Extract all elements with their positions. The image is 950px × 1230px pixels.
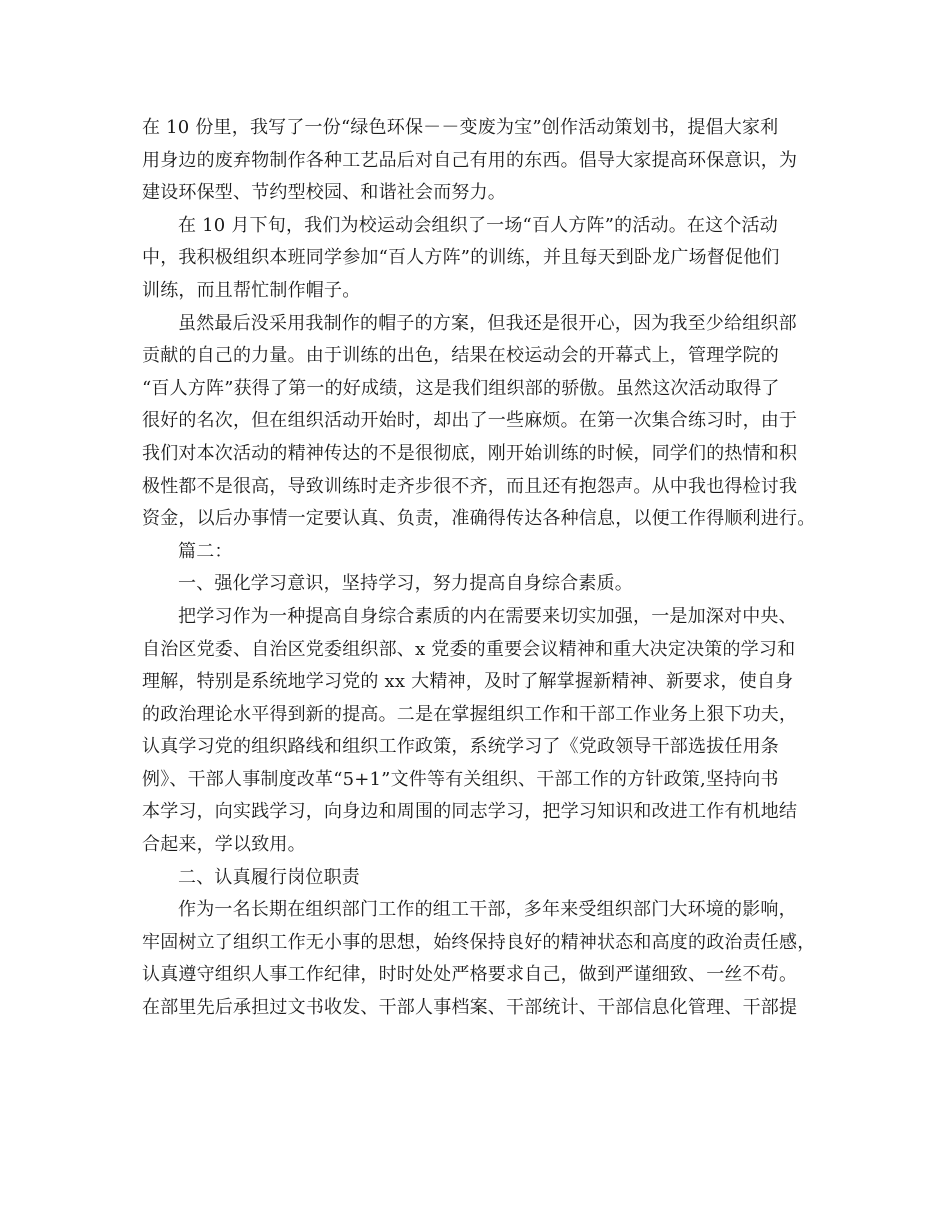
text-line: 在 10 份里，我写了一份“绿色环保－－变废为宝”创作活动策划书，提倡大家利 (142, 117, 779, 138)
paragraph (142, 308, 818, 536)
text-line: 训练，而且帮忙制作帽子。 (142, 279, 361, 301)
text-line: 认真遵守组织人事工作纪律，时时处处严格要求自己，做到严谨细致、一丝不苟。 (142, 964, 798, 986)
text-line: 二、认真履行岗位职责 (178, 866, 360, 888)
text-line: 极性都不是很高，导致训练时走齐步很不齐，而且还有抱怨声。从中我也得检讨我 (142, 475, 798, 497)
paragraph (142, 112, 818, 210)
text-line: “百人方阵”获得了第一的好成绩，这是我们组织部的骄傲。虽然这次活动取得了 (142, 377, 780, 399)
text-line: 理解，特别是系统地学习党的 xx 大精神，及时了解掌握新精神、新要求，使自身 (142, 671, 794, 693)
text-line: 作为一名长期在组织部门工作的组工干部，多年来受组织部门大环境的影响， (178, 899, 797, 921)
paragraph (142, 894, 818, 1024)
text-line: 篇二： (178, 540, 233, 562)
paragraph (142, 536, 818, 569)
paragraph (142, 568, 818, 601)
paragraph (142, 601, 818, 862)
text-line: 我们对本次活动的精神传达的不是很彻底，刚开始训练的时候，同学们的热情和积 (142, 442, 798, 464)
text-line: 虽然最后没采用我制作的帽子的方案，但我还是很开心，因为我至少给组织部 (178, 312, 797, 334)
text-line: 牢固树立了组织工作无小事的思想，始终保持良好的精神状态和高度的政治责任感， (142, 931, 816, 953)
text-line: 很好的名次，但在组织活动开始时，却出了一些麻烦。在第一次集合练习时，由于 (142, 410, 798, 432)
text-line: 的政治理论水平得到新的提高。二是在掌握组织工作和干部工作业务上狠下功夫， (142, 703, 798, 725)
paragraph (142, 862, 818, 895)
document-body (142, 112, 818, 1025)
text-line: 中，我积极组织本班同学参加“百人方阵”的训练，并且每天到卧龙广场督促他们 (142, 247, 780, 269)
text-line: 资金，以后办事情一定要认真、负责，准确得传达各种信息，以便工作得顺利进行。 (142, 508, 816, 530)
text-line: 自治区党委、自治区党委组织部、x 党委的重要会议精神和重大决定决策的学习和 (142, 638, 796, 660)
text-line: 一、强化学习意识，坚持学习，努力提高自身综合素质。 (178, 573, 633, 595)
text-line: 合起来，学以致用。 (142, 834, 306, 856)
text-line: 认真学习党的组织路线和组织工作政策，系统学习了《党政领导干部选拔任用条 (142, 736, 779, 758)
text-line: 在 10 月下旬，我们为校运动会组织了一场“百人方阵”的活动。在这个活动 (178, 214, 778, 236)
text-line: 把学习作为一种提高自身综合素质的内在需要来切实加强，一是加深对中央、 (178, 605, 797, 627)
paragraph (142, 210, 818, 308)
text-line: 本学习，向实践学习，向身边和周围的同志学习，把学习知识和改进工作有机地结 (142, 801, 798, 823)
text-line: 贡献的自己的力量。由于训练的出色，结果在校运动会的开幕式上，管理学院的 (142, 345, 779, 367)
text-line: 用身边的废弃物制作各种工艺品后对自己有用的东西。倡导大家提高环保意识，为 (142, 149, 798, 171)
text-line: 例》、干部人事制度改革“5+1”文件等有关组织、干部工作的方针政策,坚持向书 (142, 768, 779, 790)
text-line: 建设环保型、节约型校园、和谐社会而努力。 (142, 182, 506, 204)
text-line: 在部里先后承担过文书收发、干部人事档案、干部统计、干部信息化管理、干部提 (142, 997, 798, 1019)
